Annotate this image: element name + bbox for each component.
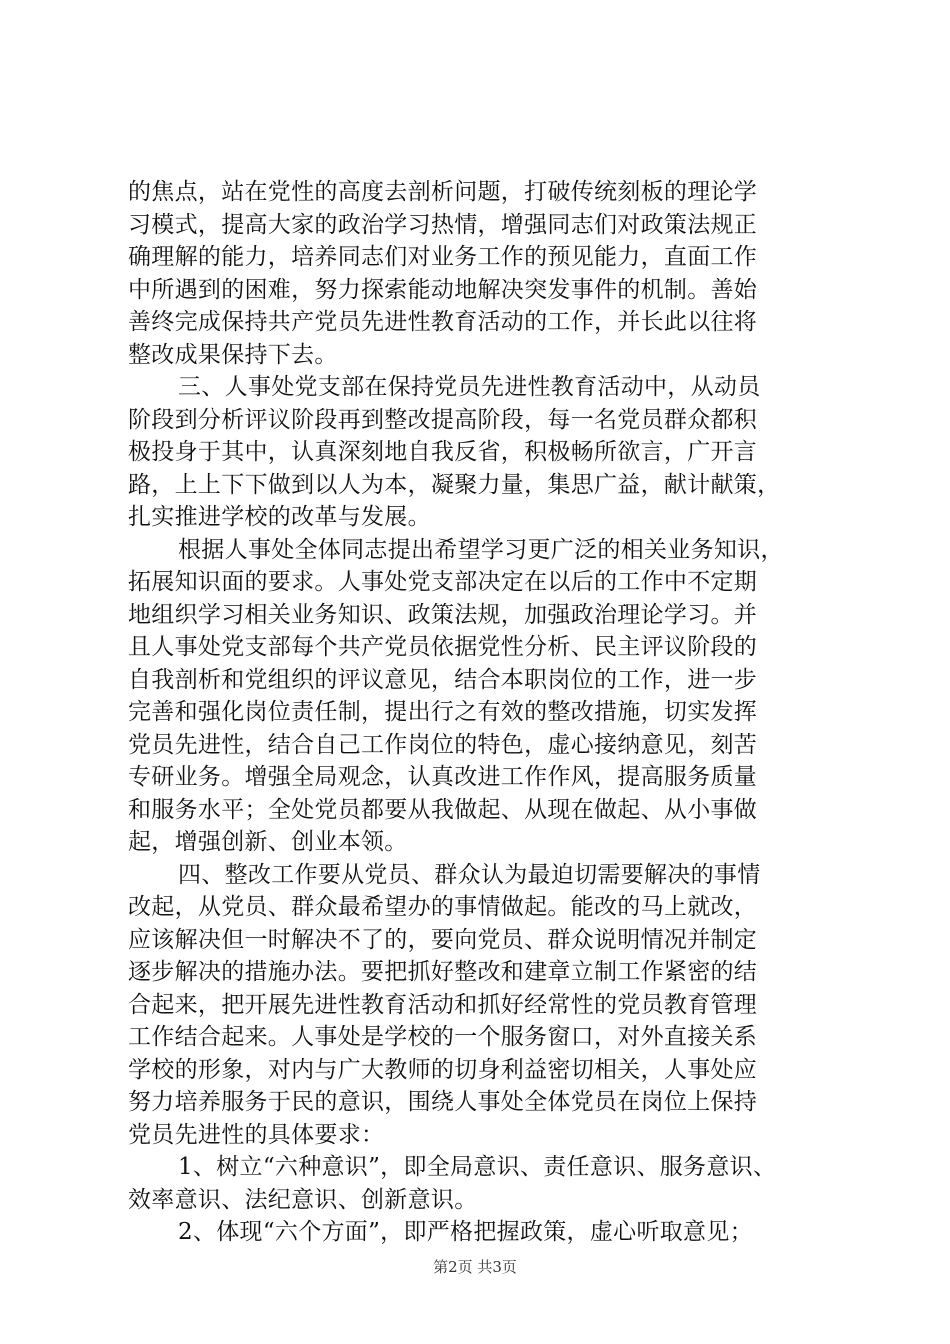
text-line: 起，增强创新、创业本领。 [128, 829, 408, 855]
text-line: 完善和强化岗位责任制，提出行之有效的整改措施，切实发挥 [128, 699, 758, 725]
text-line: 专研业务。增强全局观念，认真改进工作作风，提高服务质量 [128, 764, 758, 790]
text-line: 学校的形象，对内与广大教师的切身利益密切相关，人事处应 [128, 1056, 758, 1083]
text-line: 且人事处党支部每个共产党员依据党性分析、民主评议阶段的 [128, 634, 758, 660]
text-line: 自我剖析和党组织的评议意见，结合本职岗位的工作，进一步 [128, 666, 758, 693]
text-line: 党员先进性，结合自己工作岗位的特色，虚心接纳意见，刻苦 [128, 731, 758, 758]
paragraph-start-line: 四、整改工作要从党员、群众认为最迫切需要解决的事情 [178, 861, 761, 888]
paragraph-start-line: 三、人事处党支部在保持党员先进性教育活动中，从动员 [178, 374, 761, 400]
document-body [128, 176, 828, 1249]
text-line: 善终完成保持共产党员先进性教育活动的工作，并长此以往将 [128, 309, 758, 335]
text-line: 合起来，把开展先进性教育活动和抓好经常性的党员教育管理 [128, 991, 758, 1018]
text-line: 地组织学习相关业务知识、政策法规，加强政治理论学习。并 [128, 601, 758, 628]
text-line: 效率意识、法纪意识、创新意识。 [128, 1186, 478, 1213]
text-line: 改起，从党员、群众最希望办的事情做起。能改的马上就改， [128, 894, 758, 920]
text-line: 逐步解决的措施办法。要把抓好整改和建章立制工作紧密的结 [128, 959, 758, 985]
text-line: 和服务水平；全处党员都要从我做起、从现在做起、从小事做 [128, 796, 758, 823]
text-line: 努力培养服务于民的意识，围绕人事处全体党员在岗位上保持 [128, 1089, 758, 1115]
text-line: 阶段到分析评议阶段再到整改提高阶段，每一名党员群众都积 [128, 406, 758, 433]
text-line: 拓展知识面的要求。人事处党支部决定在以后的工作中不定期 [128, 569, 758, 595]
text-line: 应该解决但一时解决不了的，要向党员、群众说明情况并制定 [128, 926, 758, 953]
page-number-footer: 第2页 共3页 [433, 1258, 517, 1276]
list-item-line: 1、树立“六种意识”，即全局意识、责任意识、服务意识、 [178, 1154, 777, 1180]
text-line: 整改成果保持下去。 [128, 341, 338, 368]
list-item-line: 2、体现“六个方面”，即严格把握政策，虚心听取意见； [178, 1219, 753, 1245]
paragraph-start-line: 根据人事处全体同志提出希望学习更广泛的相关业务知识， [178, 536, 784, 563]
text-line: 极投身于其中，认真深刻地自我反省，积极畅所欲言，广开言 [128, 439, 758, 465]
text-line: 的焦点，站在党性的高度去剖析问题，打破传统刻板的理论学 [128, 179, 758, 205]
text-line: 工作结合起来。人事处是学校的一个服务窗口，对外直接关系 [128, 1024, 758, 1050]
text-line: 习模式，提高大家的政治学习热情，增强同志们对政策法规正 [128, 211, 758, 238]
text-line: 路，上上下下做到以人为本，凝聚力量，集思广益，献计献策， [128, 471, 781, 498]
text-line: 中所遇到的困难，努力探索能动地解决突发事件的机制。善始 [128, 276, 758, 303]
text-line: 扎实推进学校的改革与发展。 [128, 504, 431, 530]
text-line: 党员先进性的具体要求： [128, 1121, 385, 1148]
text-line: 确理解的能力，培养同志们对业务工作的预见能力，直面工作 [128, 244, 758, 270]
